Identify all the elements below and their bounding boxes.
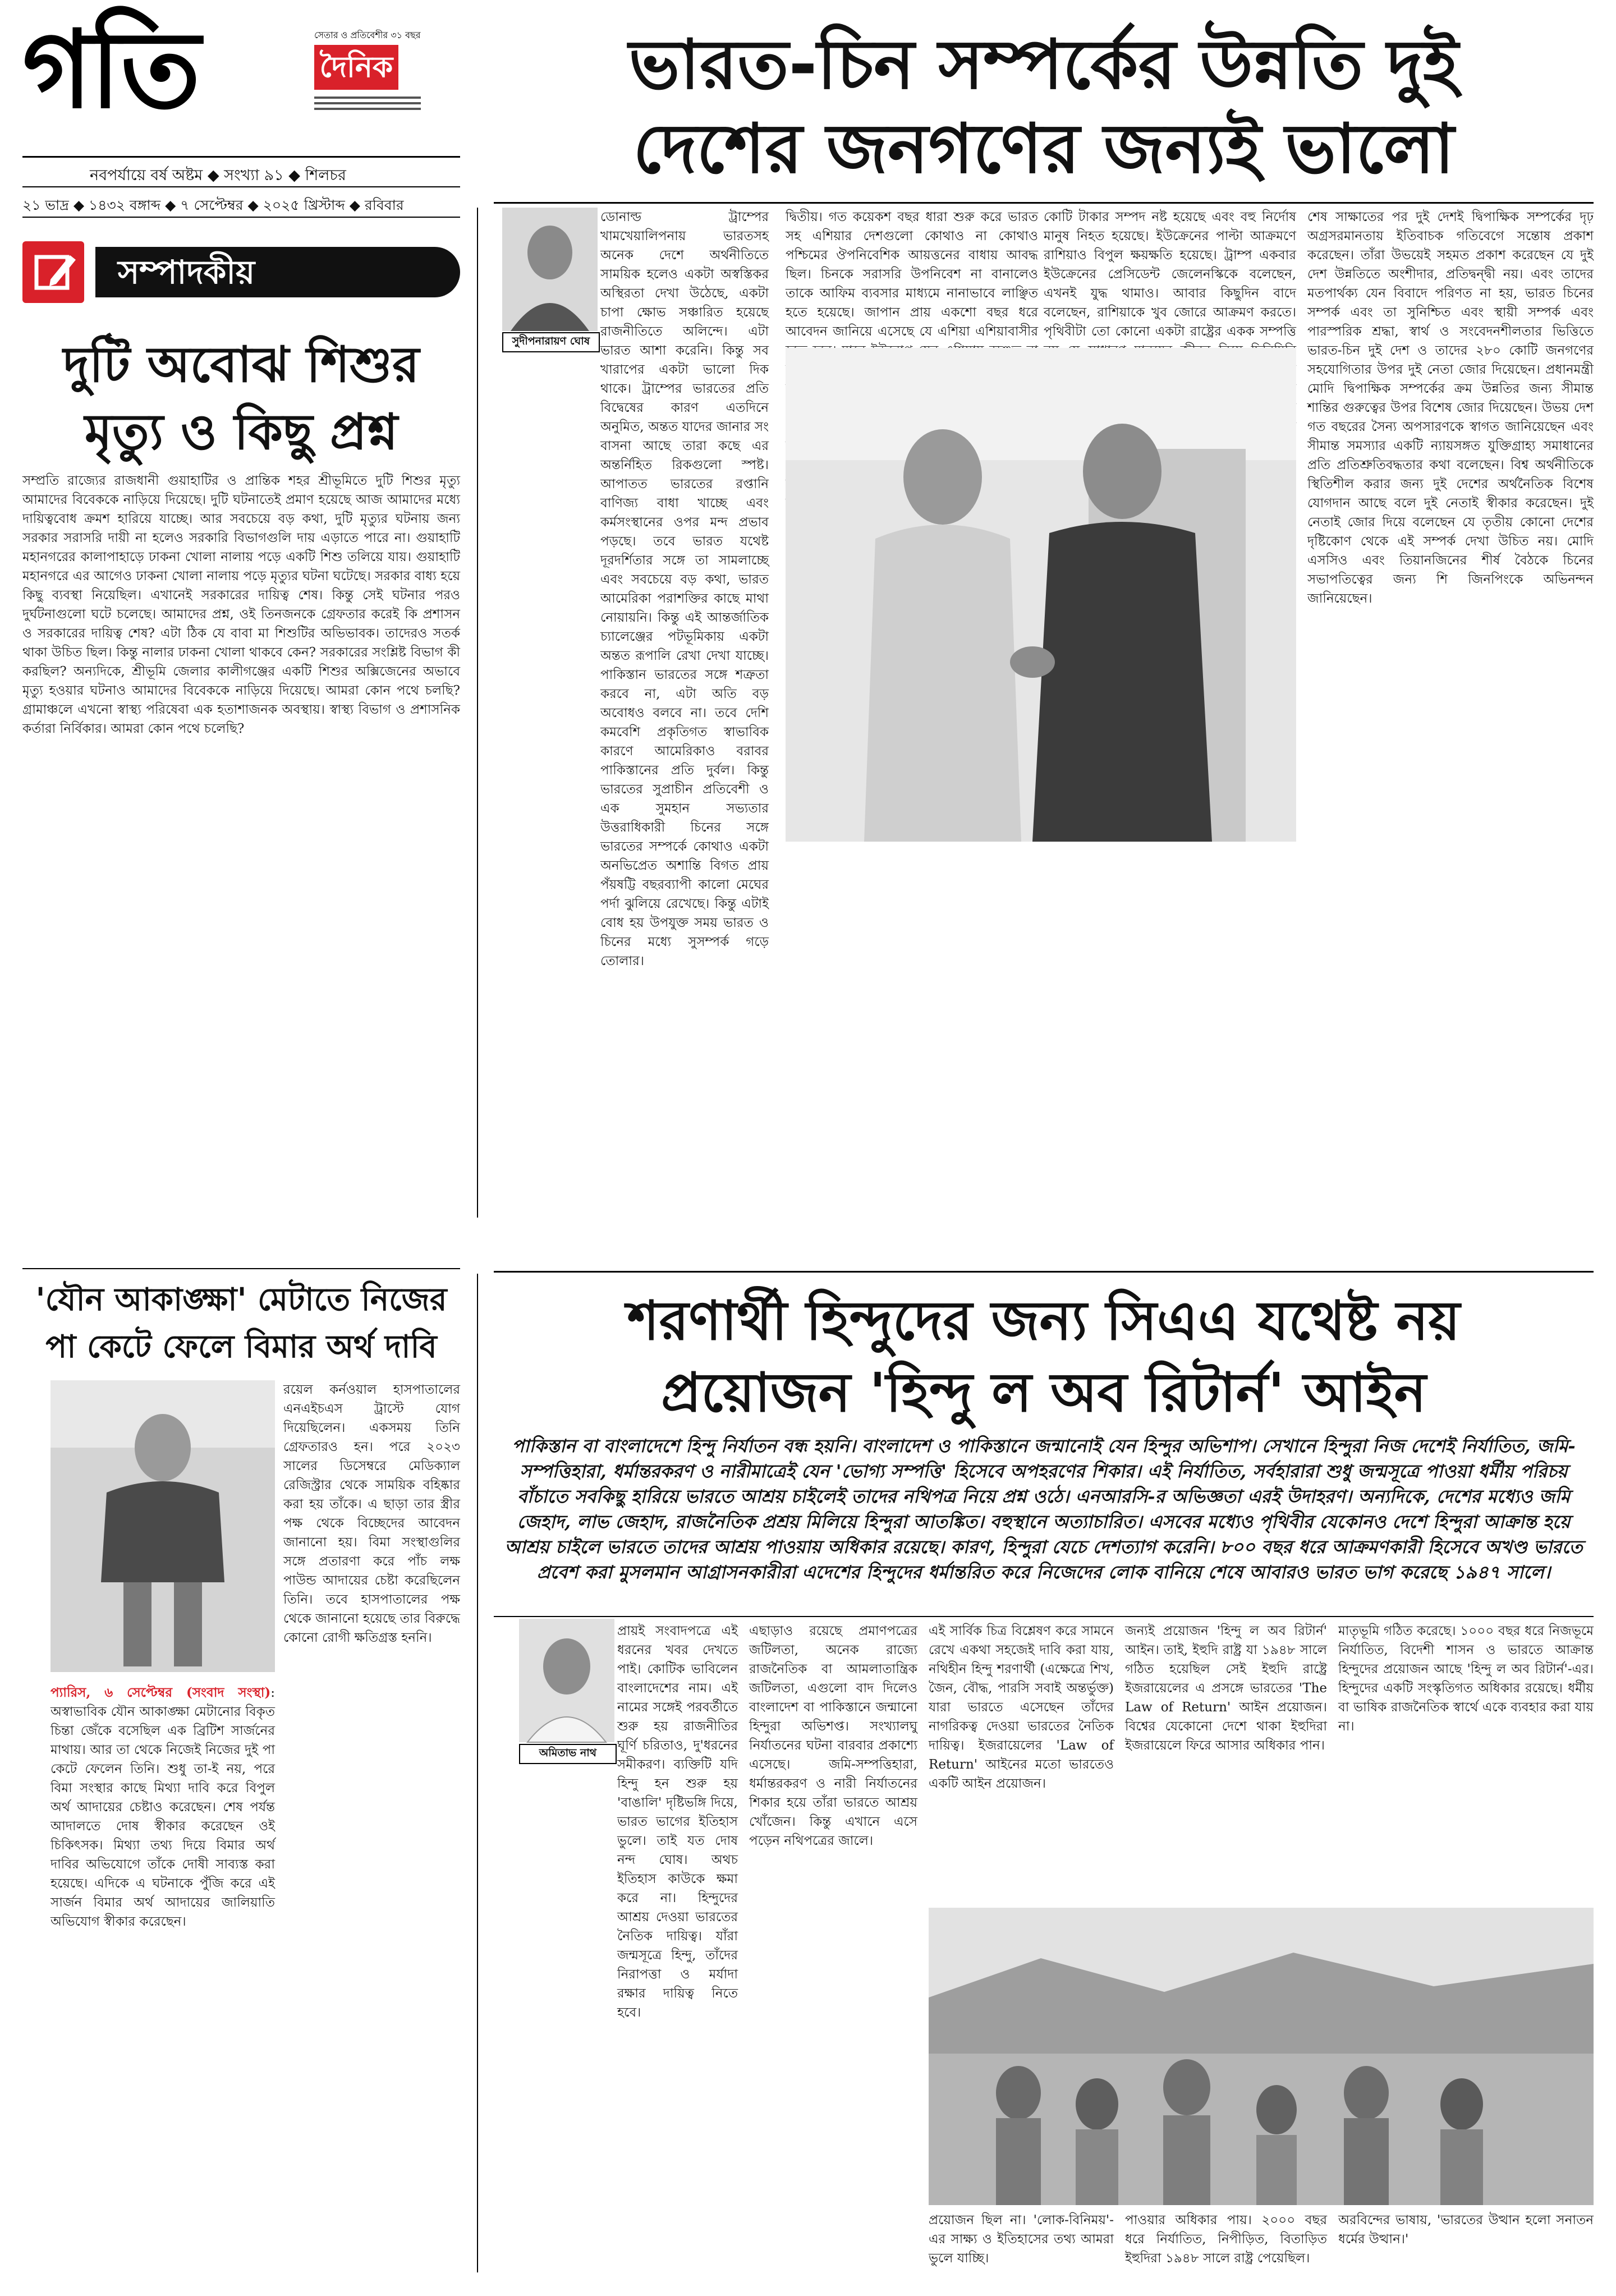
second-headline-line-2: প্রয়োজন 'হিন্দু ল অব রিটার্ন' আইন: [661, 1361, 1426, 1424]
second-col-5: মাতৃভূমি গঠিত করেছে। ১০০০ বছর ধরে নিজভূমে নির্যাতিত, বিদেশী শাসন ও ভারতে আক্রান্ত হিন্দুদের প্রয়োজন আছে 'হিন্দু ল অব রিটার্ন'-এর। হিন্দুদের একটি সংস্কৃতিগত অধিকার রয়েছে। ধর্মীয় বা ভাষিক রাজনৈতিক স্বার্থে একে ব্যবহার করা যায় না।: [1338, 1624, 1594, 1734]
editorial-label-text: সম্পাদকীয়: [118, 253, 255, 291]
masthead-tag-small: সেতার ও প্রতিবেশীর ৩১ বছর: [314, 30, 421, 40]
lead-headline: [494, 22, 1594, 191]
lead-headline-rule: [494, 202, 1594, 204]
masthead-divider: [22, 186, 460, 187]
standfirst-rule: [494, 1616, 1594, 1617]
lead-col-2: দ্বিতীয়। গত কয়েকশ বছর ধারা শুরু করে ভারত সহ এশিয়ার দেশগুলো কোথাও না কোথাও পশ্চিমের ঔপনিবেশিক আয়ত্তনের বাধায় আবদ্ধ ছিল। চিনকে সরাসরি উপনিবেশ না বানালেও তাকে আফিম ব্যবসার মাধ্যমে নানাভাবে লাঞ্ছিত হতে হয়েছে। জাপান প্রায় একশো বছর ধরে আবেদন জানিয়ে এসেছে যে এশিয়া এশিয়াবাসীর: [786, 210, 1038, 339]
column-divider: [477, 208, 478, 1218]
lead-author: সুদীপনারায়ণ ঘোষ: [502, 332, 600, 352]
second-standfirst: পাকিস্তান বা বাংলাদেশে হিন্দু নির্যাতন বন্ধ হয়নি। বাংলাদেশ ও পাকিস্তানে জন্মানোই যেন হিন্দুর অভিশাপ। সেখানে হিন্দুরা নিজ দেশেই নির্যাতিত, জমি-সম্পত্তিহারা, ধর্মান্তরকরণ ও নারীমাত্রেই যেন 'ভোগ্য সম্পত্তি' হিসেবে অপহরণের শিকার। এই নির্যাতিত, সর্বহারারা শুধু জন্মসূত্রে পাওয়া ধর্মীয় পরিচয় বাঁচাতে সবকিছু হারিয়ে ভারতে আশ্রয় চাইলেই তাদের নথিপত্র নিয়ে প্রশ্ন ওঠে। এনআরসি-র অভিজ্ঞতা এরই উদাহরণ। অন্যদিকে, দেশের মধ্যেও জমি জেহাদ, লাভ জেহাদ, রাজনৈতিক প্রশ্রয় মিলিয়ে হিন্দুরা আতঙ্কিত। বহুস্থানে অত্যাচারিত। এসবের মধ্যেও পৃথিবীর যেকোনও দেশে হিন্দুরা আক্রান্ত হয়ে আশ্রয় চাইলে ভারতে তাদের আশ্রয় পাওয়ায় অধিকার রয়েছে। কারণ, হিন্দুরা যেচে দেশত্যাগ করেনি। ৮০০ বছর ধরে আক্রমণকারী হিসেবে অখণ্ড ভারতে প্রবেশ করা মুসলমান আগ্রাসনকারীরা এদেশের হিন্দুদের ধর্মান্তরিত করে নিজেদের লোক বানিয়ে শেষে আবারও ভারত ভাগ করেছে ১৯৪৭ সালে।: [504, 1435, 1583, 1583]
lead-story-rule: [494, 1271, 1594, 1273]
lead-headline-line-2: দেশের জনগণের জন্যই ভালো: [633, 109, 1454, 189]
lead-col-3: কোটি টাকার সম্পদ নষ্ট হয়েছে এবং বহু নির্দোষ মানুষ নিহত হয়েছে। ইউক্রেনের পাল্টা আক্রমণে রাশিয়াও বিপুল ক্ষয়ক্ষতি হয়েছে। ট্রাম্প একবার ইউক্রেনের প্রেসিডেন্ট জেলেনস্কিকে বলেছেন, এখনই যুদ্ধ থামাও। আবার কিছুদিন বাদে বলেছেন, রাশিয়াকে খুব জোরে আক্রমণ করতে। পৃথিবীটা তো কোনো একটা রাষ্ট্রের একক সম্পত্তি: [1044, 210, 1296, 339]
second-bottom-col-4: পাওয়ার অধিকার পায়। ২০০০ বছর ধরে নির্যাতিত, নিপীড়িত, বিতাড়িত ইহুদিরা ১৯৪৮ সালে রাষ্ট্র পেয়েছিল।: [1125, 2213, 1327, 2266]
edit-pen-icon: [22, 241, 84, 303]
editorial-headline-line-2: মৃত্যু ও কিছু প্রশ্ন: [84, 403, 398, 461]
second-author: অমিতাভ নাথ: [519, 1744, 617, 1764]
masthead-divider: [22, 156, 460, 158]
edition-line: নবপর্যায়ে বর্ষ অষ্টম ◆ সংখ্যা ৯১ ◆ শিলচর: [90, 167, 346, 184]
editorial-label-box: [95, 247, 460, 297]
feature-dateline: প্যারিস, ৬ সেপ্টেম্বর (সংবাদ সংস্থা): [50, 1685, 271, 1700]
editorial-body: সম্প্রতি রাজ্যের রাজধানী গুয়াহাটির ও প্রান্তিক শহর শ্রীভূমিতে দুটি শিশুর মৃত্যু আমাদের বিবেককে নাড়িয়ে দিয়েছে। দুটি ঘটনাতেই প্রমাণ হয়েছে আজ আমাদের মধ্যে দায়িত্ববোধ ক্রমশ হারিয়ে যাচ্ছে। আর সবচেয়ে বড় কথা, দুটি মৃত্যুর ঘটনায় জন্য সরকার সরাসরি দায়ী না হলেও সরকারি বিভাগগুলি দায় এড়াতে পারে না। গুয়াহাটি মহানগরের কালাপাহাড়ে ঢাকনা খোলা নালায় পড়ে একটি শিশু তলিয়ে যায়। গুয়াহাটি মহানগরে এর আগেও ঢাকনা খোলা নালায় পড়ে মৃত্যুর ঘটনা ঘটেছে। সরকার বাধ্য হয়ে কিছু ব্যবস্থা নিয়েছিল। এখানেই সরকারের দায়িত্ব শেষ। কিন্তু সেই ঘটনার পরও দুর্ঘটনাগুলো ঘটে চলেছে। আমাদের প্রশ্ন, ওই তিনজনকে গ্রেফতার করেই কি প্রশাসন ও সরকারের দায়িত্ব শেষ? এটা ঠিক যে বাবা মা শিশুটির অভিভাবক। তাদেরও সতর্ক থাকা উচিত ছিল। কিন্তু নালার ঢাকনা খোলা থাকবে কেন? সরকারের সংশ্লিষ্ট বিভাগ কী করছিল? অন্যদিকে, শ্রীভূমি জেলার কালীগঞ্জের একটি শিশুর অক্সিজেনের অভাবে মৃত্যু হওয়ার ঘটনাও আমাদের বিবেককে নাড়িয়ে দিয়েছে। আমরা কোন পথে চলছি? গ্রামাঞ্চলে এখনো স্বাস্থ্য পরিষেবা এক হতাশাজনক অবস্থায়। স্বাস্থ্য বিভাগ ও প্রশাসনিক কর্তারা নির্বিকার। আমরা কোন পথে চলেছি?: [22, 474, 460, 736]
author-photo-sudip: [502, 208, 598, 331]
masthead: [22, 8, 460, 230]
lead-col-4: শেষ সাক্ষাতের পর দুই দেশই দ্বিপাক্ষিক সম্পর্কের দৃঢ় অগ্রসরমানতায় ইতিবাচক গতিবেগে সন্তোষ প্রকাশ করেছেন। তাঁরা উভয়েই সহমত প্রকাশ করেছেন যে দুই দেশ উন্নতিতে অংশীদার, প্রতিদ্বন্দ্বী নয়। এবং তাদের মতপার্থক্য যেন বিবাদে পরিণত না হয়, ভারত চিনের সম্পর্ক এবং তা সুনিশ্চিত এবং স্থায়ী সম্পর্ক এবং পারস্পরিক শ্রদ্ধা, স্বার্থ ও সংবেদনশীলতার ভিত্তিতে ভারত-চিন দুই দেশ ও তাদের ২৮০ কোটি জনগণের সহযোগিতার উপর দুই নেতা জোর দিয়েছেন। প্রধানমন্ত্রী মোদি দ্বিপাক্ষিক সম্পর্কের ক্রম উন্নতির জন্য সীমান্ত শান্তির গুরুত্বের উপর বিশেষ জোর দিয়েছেন। উভয় দেশ গত বছরের সৈন্য অপসারণকে স্বাগত জানিয়েছেন এবং সীমান্ত সমস্যার একটি ন্যায়সঙ্গত যুক্তিগ্রাহ্য সমাধানের প্রতি প্রতিশ্রুতিবদ্ধতার কথা বলেছেন। বিশ্ব অর্থনীতিকে স্থিতিশীল করার জন্য দুই দেশের অর্থনৈতিক বিশেষ যোগদান আছে বলে দুই নেতাই স্বীকার করেছেন। দুই নেতাই জোর দিয়ে বলেছেন যে তৃতীয় কোনো দেশের দৃষ্টিকোণ থেকে এই সম্পর্ক দেখা উচিত নয়। মোদি এসসিও এবং তিয়ানজিনের শীর্ষ বৈঠকে চিনের সভাপতিত্বের জন্য শি জিনপিংকে অভিনন্দন জানিয়েছেন।: [1307, 210, 1594, 606]
author-photo-amitabh: [519, 1619, 614, 1742]
lead-headline-line-1: ভারত-চিন সম্পর্কের উন্নতি দুই: [628, 25, 1459, 104]
lead-photo-modi-xi: [786, 348, 1296, 842]
second-headline: [494, 1285, 1594, 1429]
feature-body-right: রয়েল কর্নওয়াল হাসপাতালের এনএইচএস ট্রাস্টে যোগ দিয়েছিলেন। একসময় তিনি গ্রেফতারও হন। পরে ২০২৩ সালের ডিসেম্বরে মেডিক্যাল রেজিস্ট্রার থেকে সাময়িক বহিষ্কার করা হয় তাঁকে। এ ছাড়া তার স্ত্রীর পক্ষ থেকে বিচ্ছেদের আবেদন জানানো হয়। বিমা সংস্থাগুলির সঙ্গে প্রতারণা করে পাঁচ লক্ষ পাউন্ড আদায়ের চেষ্টা করেছিলেন তিনি। তবে হাসপাতালের পক্ষ থেকে জানানো হয়েছে তার বিরুদ্ধে কোনো রোগী ক্ষতিগ্রস্ত হননি।: [283, 1383, 460, 1645]
refugee-camp-photo: [929, 1908, 1594, 2205]
second-col-3: এই সার্বিক চিত্র বিশ্লেষণ করে সামনে রেখে একথা সহজেই দাবি করা যায়, নথিহীন হিন্দু শরণার্থী (এক্ষেত্রে শিখ, জৈন, বৌদ্ধ, পারসি সবাই অন্তর্ভুক্ত) যারা ভারতে এসেছেন তাঁদের নাগরিকত্ব দেওয়া ভারতের নৈতিক দায়িত্ব। ইজরায়েলের 'Law of Return' আইনের মতো ভারতেও একটি আইন প্রয়োজন।: [929, 1624, 1114, 1791]
masthead-divider: [22, 217, 460, 218]
second-bottom-col-5: অরবিন্দের ভাষায়, 'ভারতের উত্থান হলো সনাতন ধর্মের উত্থান।': [1338, 2213, 1594, 2247]
feature-body: [50, 1683, 275, 2267]
feature-headline-line-2: পা কেটে ফেলে বিমার অর্থ দাবি: [45, 1329, 437, 1365]
feature-headline-line-1: 'যৌন আকাঙ্ক্ষা' মেটাতে নিজের: [35, 1282, 447, 1318]
masthead-logo: গতি: [22, 8, 199, 132]
feature-photo-surgeon: [50, 1380, 275, 1672]
second-headline-line-1: শরণার্থী হিন্দুদের জন্য সিএএ যথেষ্ট নয়: [627, 1289, 1461, 1352]
editorial-headline-line-1: দুটি অবোঝ শিশুর: [63, 336, 420, 393]
editorial-headline: [22, 331, 460, 466]
masthead-daily-badge: দৈনিক: [314, 45, 398, 90]
second-col-1: প্রায়ই সংবাদপত্রে এই ধরনের খবর দেখতে পাই। কোটিক ভাবিলেন বাংলাদেশের নাম। এই নামের সঙ্গেই পরবর্তীতে শুরু হয় রাজনীতির ঘূর্ণি চরিতাও, দু'ধরনের সমীকরণ। ব্যক্তিটি যদি হিন্দু হন শুরু হয় 'বাঙালি' দৃষ্টিভঙ্গি দিয়ে, ভারত ভাগের ইতিহাস ভুলে। তাই যত দোষ নন্দ ঘোষ। অথচ ইতিহাস কাউকে ক্ষমা করে না। হিন্দুদের আশ্রয় দেওয়া ভারতের নৈতিক দায়িত্ব। যাঁরা জন্মসূত্রে হিন্দু, তাঁদের নিরাপত্তা ও মর্যাদা রক্ষার দায়িত্ব নিতে হবে।: [617, 1624, 738, 2020]
feature-rule: [22, 1268, 460, 1269]
masthead-contact-lines: [314, 97, 421, 110]
feature-body-text: : অস্বাভাবিক যৌন আকাঙ্ক্ষা মেটানোর বিকৃত চিন্তা জেঁকে বসেছিল এক ব্রিটিশ সার্জনের মাথায়। আর তা থেকে নিজেই নিজের দুই পা কেটে ফেলেন তিনি। শুধু তা-ই নয়, পরে বিমা সংস্থার কাছে মিথ্যা দাবি করে বিপুল অর্থ আদায়ের চেষ্টাও করেছেন। শেষ পর্যন্ত আদালতে দোষ স্বীকার করেছেন ওই চিকিৎসক। মিথ্যা তথ্য দিয়ে বিমার অর্থ দাবির অভিযোগে তাঁকে দোষী সাব্যস্ত করা হয়েছে। এদিকে এ ঘটনাকে পুঁজি করে এই সার্জন বিমার অর্থ আদায়ের জালিয়াতি অভিযোগ স্বীকার করেছেন।: [50, 1686, 275, 1929]
second-col-2: এছাড়াও রয়েছে প্রমাণপত্রের জটিলতা, অনেক রাজ্যে রাজনৈতিক বা আমলাতান্ত্রিক জটিলতা, এগুলো বাদ দিলেও বাংলাদেশ বা পাকিস্তানে জন্মানো হিন্দুরা অভিশপ্ত। সংখ্যালঘু নির্যাতনের ঘটনা বারবার প্রকাশ্যে এসেছে। জমি-সম্পত্তিহারা, ধর্মান্তরকরণ ও নারী নির্যাতনের শিকার হয়ে তাঁরা ভারতে আশ্রয় খোঁজেন। কিন্তু এখানে এসে পড়েন নথিপত্রের জালে।: [749, 1624, 917, 1848]
column-divider: [477, 1274, 478, 2272]
feature-headline: [22, 1276, 460, 1371]
editorial-label: [22, 241, 460, 303]
date-line: ২১ ভাদ্র ◆ ১৪৩২ বঙ্গাব্দ ◆ ৭ সেপ্টেম্বর ◆ ২০২৫ খ্রিস্টাব্দ ◆ রবিবার: [22, 197, 404, 213]
second-col-4: জন্যই প্রয়োজন 'হিন্দু ল অব রিটার্ন' আইন। তাই, ইহুদি রাষ্ট্র যা ১৯৪৮ সালে গঠিত হয়েছিল সেই ইহুদি রাষ্ট্রে ইজরায়েলের এ প্রসঙ্গে ভারতের 'The Law of Return' আইন প্রয়োজন। বিশ্বের যেকোনো দেশে থাকা ইহুদিরা ইজরায়েলে ফিরে আসার অধিকার পান।: [1125, 1624, 1327, 1753]
lead-col-1: ডোনাল্ড ট্রাম্পের খামখেয়ালিপনায় ভারতসহ অনেক দেশে অর্থনীতিতে সাময়িক হলেও একটা অস্বস্তিকর অস্থিরতা দেখা উঠেছে, একটা চাপা ক্ষোভ সঞ্চারিত হয়েছে রাজনীতিতে অলিন্দে। এটা ভারত আশা করেনি। কিন্তু সব খারাপের একটা ভালো দিক থাকে। ট্রাম্পের ভারতের প্রতি বিদ্বেষের কারণ এতদিনে অনুমিত, অন্তত যাদের জানার সং বাসনা আছে তারা কছে এর অন্তর্নিহিত রিকগুলো স্পষ্ট। আপাতত ভারতের রপ্তানি বাণিজ্য বাধা খাচ্ছে এবং কর্মসংস্থানের ওপর মন্দ প্রভাব পড়ছে। তবে ভারত যথেষ্ট দূরদর্শিতার সঙ্গে তা সামলাচ্ছে এবং সবচেয়ে বড় কথা, ভারত আমেরিকা পরাশক্তির কাছে মাথা নোয়ায়নি। কিন্তু এই আন্তর্জাতিক চ্যালেঞ্জের পটভূমিকায় একটা অন্তত রূপালি রেখা দেখা যাচ্ছে। পাকিস্তান ভারতের সঙ্গে শত্রুতা করবে না, এটা অতি বড় অবোধও বলবে না। তবে দেশি কমবেশি প্রকৃতিগত স্বাভাবিক কারণে আমেরিকাও বরাবর পাকিস্তানের প্রতি দুর্বল। কিন্তু ভারতের সুপ্রাচীন প্রতিবেশী ও এক সুমহান সভ্যতার উত্তরাধিকারী চিনের সঙ্গে ভারতের সম্পর্কে কোথাও একটা অনভিপ্রেত অশান্তি বিগত প্রায় পঁয়ষট্টি বছরব্যাপী কালো মেঘের পর্দা ঝুলিয়ে রেখেছে। কিন্তু এটাই বোধ হয় উপযুক্ত সময় ভারত ও চিনের মধ্যে সুসম্পর্ক গড়ে তোলার।: [600, 210, 769, 968]
second-bottom-col-3: প্রয়োজন ছিল না। 'লোক-বিনিময়'-এর সাক্ষ্য ও ইতিহাসের তথ্য আমরা ভুলে যাচ্ছি।: [929, 2213, 1114, 2266]
